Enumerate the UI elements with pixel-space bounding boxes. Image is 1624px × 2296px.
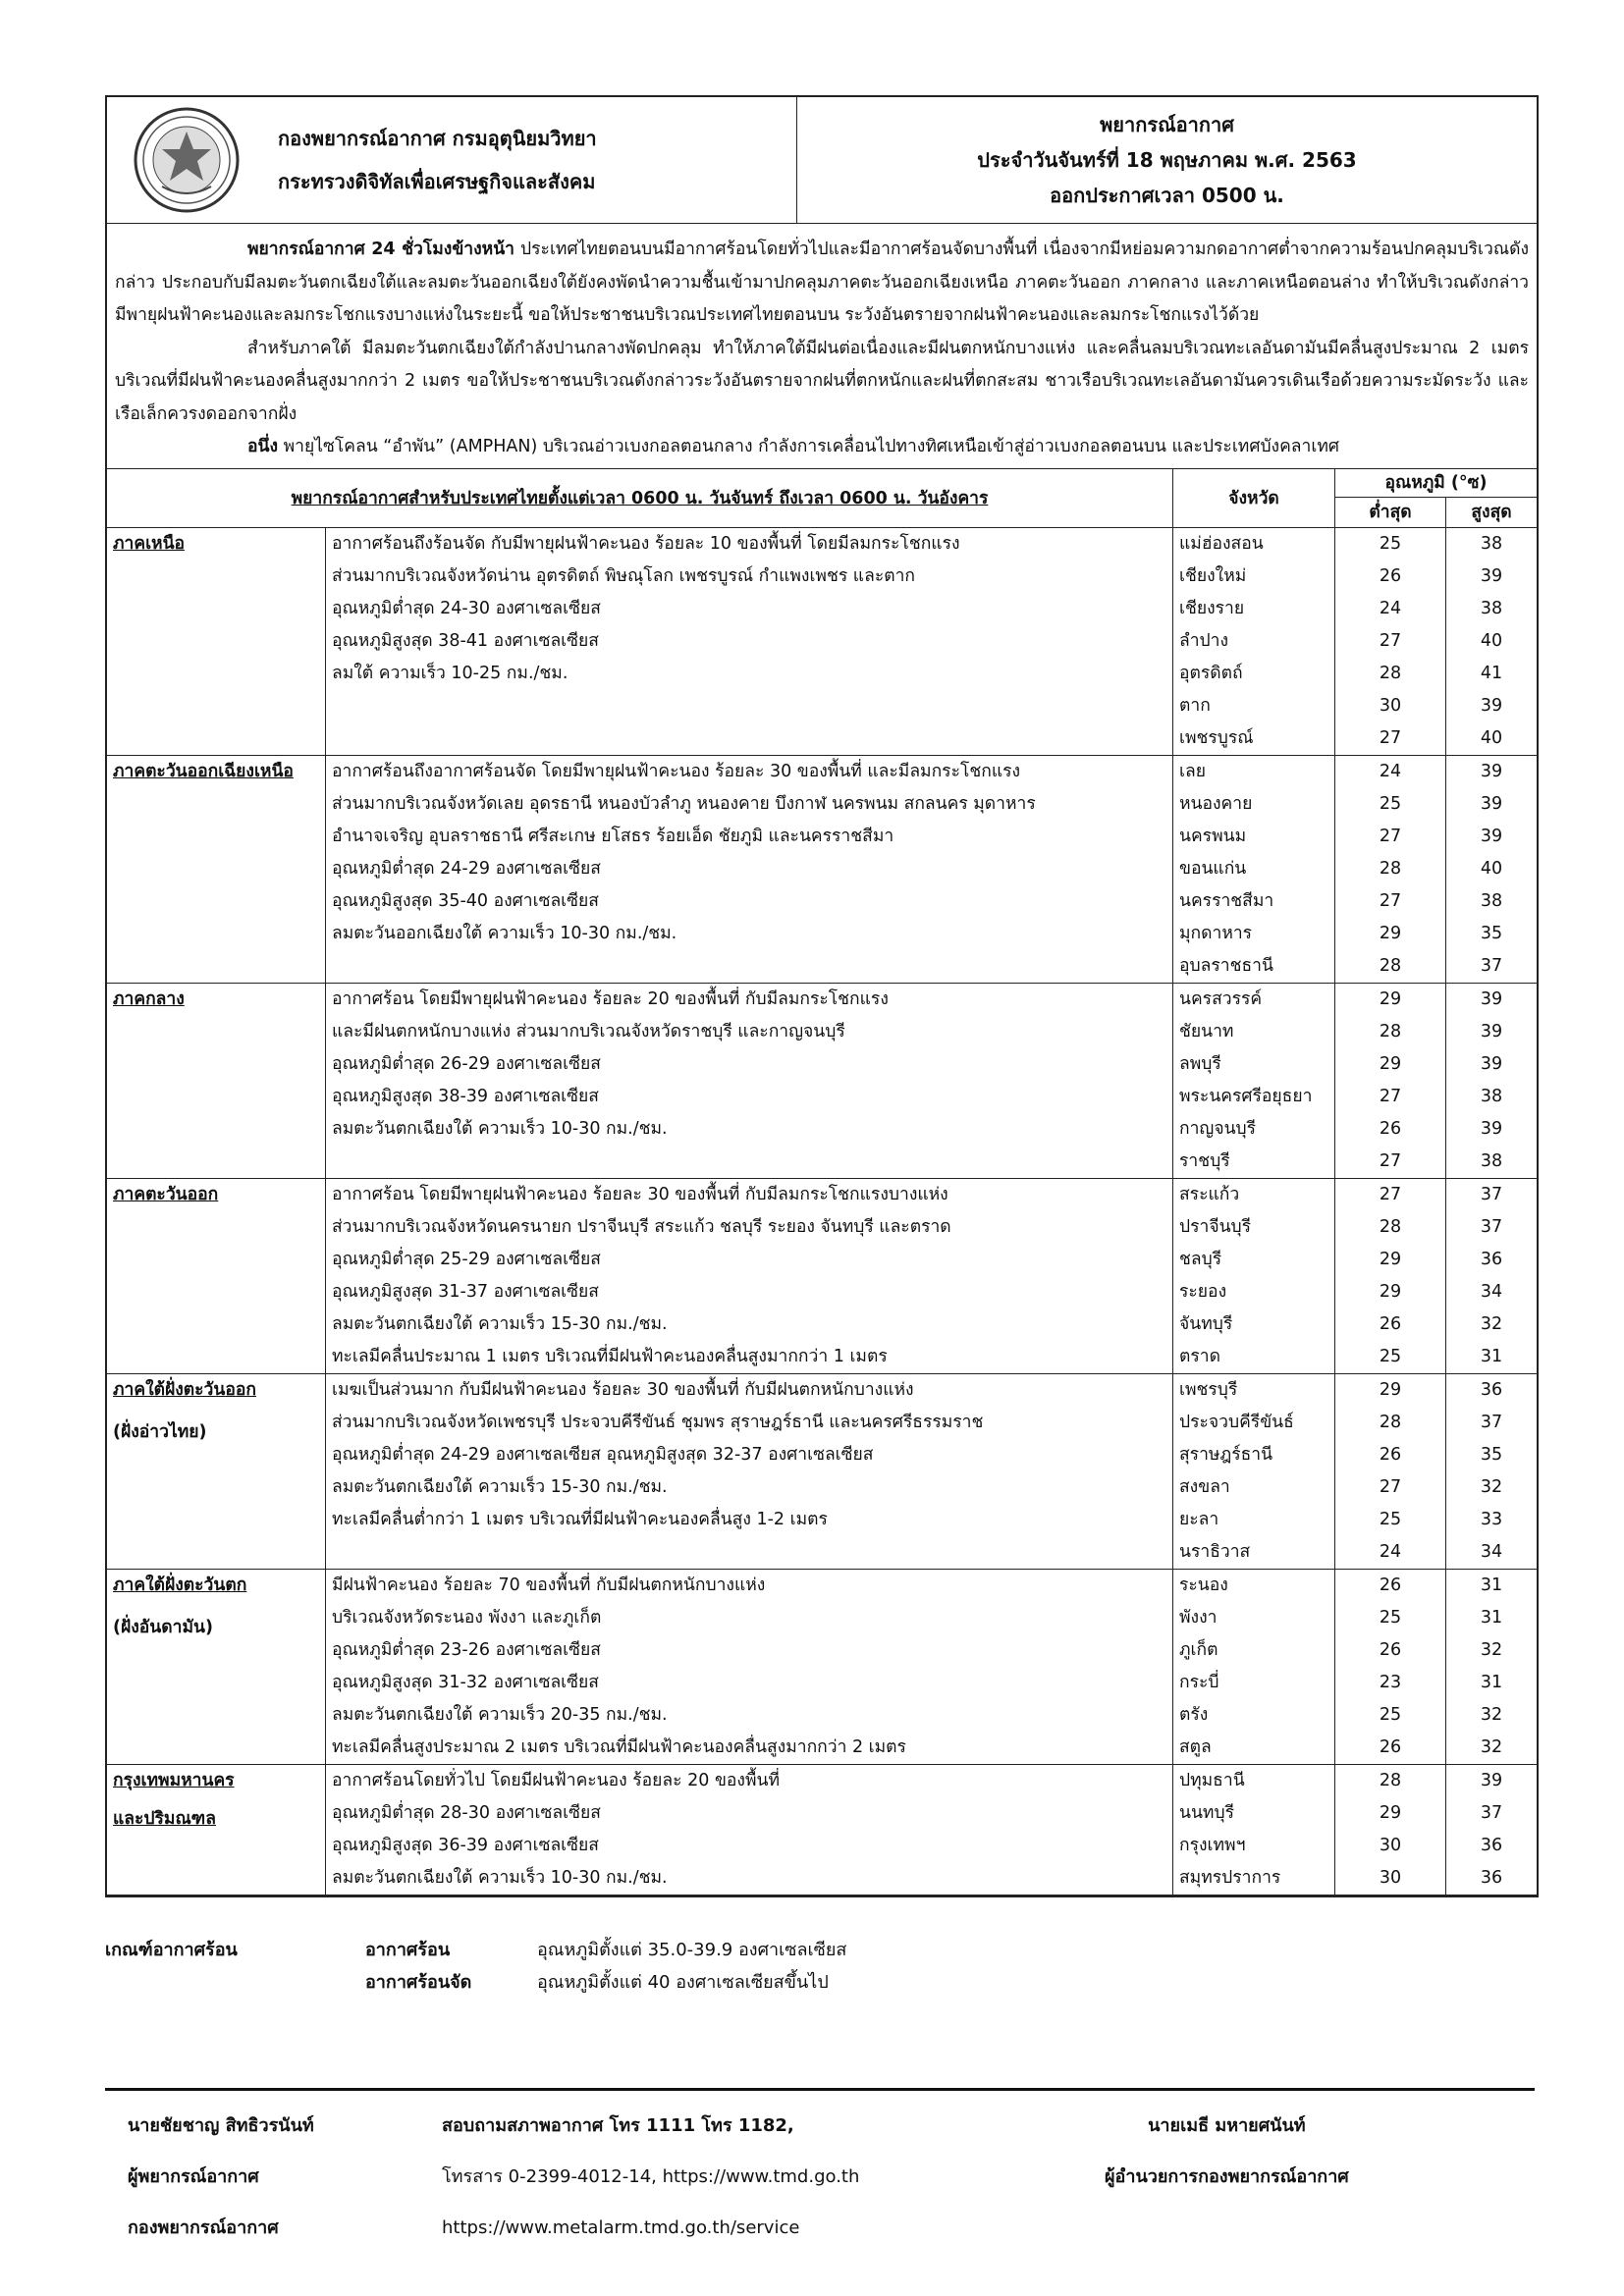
forecast-line: อุณหภูมิต่ำสุด 26-29 องศาเซลเซียส <box>332 1053 601 1074</box>
region-name: ภาคตะวันออก <box>113 1184 219 1204</box>
region-subname: และปริมณฑล <box>113 1808 216 1829</box>
min-temp-value: 25 <box>1379 1704 1402 1725</box>
table-title: พยากรณ์อากาศสำหรับประเทศไทยตั้งแต่เวลา 0600 น. วันจันทร์ ถึงเวลา 0600 น. วันอังคาร <box>107 468 1173 527</box>
forecast-line: ส่วนมากบริเวณจังหวัดเพชรบุรี ประจวบคีรีขันธ์ ชุมพร สุราษฎร์ธานี และนครศรีธรรมราช <box>332 1412 984 1432</box>
max-temp-value: 41 <box>1480 663 1503 683</box>
province-name: อุตรดิตถ์ <box>1179 663 1243 683</box>
province-list <box>1173 755 1335 983</box>
forecaster-title: ผู้พยากรณ์อากาศ <box>128 2166 259 2187</box>
min-temp-value: 23 <box>1379 1672 1402 1692</box>
max-temp-value: 39 <box>1480 826 1503 846</box>
forecast-line: มีฝนฟ้าคะนอง ร้อยละ 70 ของพื้นที่ กับมีฝนตกหนักบางแห่ง <box>332 1575 766 1595</box>
summary-text: ประเทศไทยตอนบนมีอากาศร้อนโดยทั่วไปและมีอากาศร้อนจัดบางพื้นที่ เนื่องจากมีหย่อมความกดอากาศต่ำจากความร้อนปกคลุมบริเวณดังกล่าว ประกอบกับมีลมตะวันตกเฉียงใต้และลมตะวันออกเฉียงใต้ยังคงพัดนำความชื้นเข้ามาปกคลุมภาคตะวันออกเฉียงเหนือ ภาคตะวันออก ภาคกลาง และภาคเหนือตอนล่าง ทำให้บริเวณดังกล่าวมีพายุฝนฟ้าคะนองและลมกระโชกแรงบางแห่งในระยะนี้ ขอให้ประชาชนบริเวณประเทศไทยตอนบน ระวังอันตรายจากฝนฟ้าคะนองและลมกระโชกแรงไว้ด้วย <box>115 240 1529 325</box>
min-temp-value: 27 <box>1379 1184 1402 1204</box>
forecast-line: อากาศร้อน โดยมีพายุฝนฟ้าคะนอง ร้อยละ 20 ของพื้นที่ กับมีลมกระโชกแรง <box>332 988 889 1009</box>
header <box>107 97 1537 224</box>
province-name: สงขลา <box>1179 1476 1230 1497</box>
min-temp-value: 27 <box>1379 1150 1402 1171</box>
max-temp-value: 40 <box>1480 630 1503 651</box>
region-row <box>107 1178 1537 1373</box>
region-description <box>326 1373 1173 1569</box>
forecaster-name: นายชัยชาญ สิทธิวรนันท์ <box>128 2115 314 2136</box>
temp-header: อุณหภูมิ (°ซ) <box>1335 468 1538 497</box>
director-name: นายเมธี มหายศนันท์ <box>1148 2115 1306 2136</box>
max-temp-list <box>1446 527 1538 755</box>
max-temp-value: 32 <box>1480 1476 1503 1497</box>
max-temp-value: 38 <box>1480 1150 1503 1171</box>
max-temp-value: 36 <box>1480 1379 1503 1400</box>
province-name: สมุทรปราการ <box>1179 1867 1281 1888</box>
province-name: ภูเก็ต <box>1179 1639 1218 1660</box>
province-header: จังหวัด <box>1173 468 1335 527</box>
province-name: ปทุมธานี <box>1179 1770 1245 1790</box>
province-name: เลย <box>1179 761 1206 781</box>
max-temp-value: 31 <box>1480 1346 1503 1366</box>
region-row <box>107 527 1537 755</box>
max-temp-value: 35 <box>1480 1444 1503 1465</box>
max-temp-value: 40 <box>1480 858 1503 879</box>
region-description <box>326 1178 1173 1373</box>
max-temp-value: 31 <box>1480 1672 1503 1692</box>
cyclone-lead: อนึ่ง <box>247 437 279 456</box>
contact-block <box>442 2101 859 2254</box>
region-name: กรุงเทพมหานคร <box>113 1770 235 1790</box>
max-temp-list <box>1446 755 1538 983</box>
org-line-1: กองพยากรณ์อากาศ กรมอุตุนิยมวิทยา <box>278 127 597 150</box>
min-temp-value: 26 <box>1379 1639 1402 1660</box>
min-temp-list <box>1335 1569 1446 1764</box>
min-temp-value: 26 <box>1379 1444 1402 1465</box>
region-description <box>326 527 1173 755</box>
contact-phone: สอบถามสภาพอากาศ โทร 1111 โทร 1182, <box>442 2115 794 2136</box>
forecast-line: อุณหภูมิต่ำสุด 24-29 องศาเซลเซียส อุณหภูมิสูงสุด 32-37 องศาเซลเซียส <box>332 1444 874 1465</box>
region-name-cell <box>107 1178 326 1373</box>
province-name: สระแก้ว <box>1179 1184 1240 1204</box>
province-name: ชัยนาท <box>1179 1021 1234 1041</box>
max-temp-value: 33 <box>1480 1509 1503 1529</box>
region-name: ภาคตะวันออกเฉียงเหนือ <box>113 761 294 781</box>
min-temp-value: 28 <box>1379 1770 1402 1790</box>
province-name: ประจวบคีรีขันธ์ <box>1179 1412 1294 1432</box>
forecast-line: ลมตะวันตกเฉียงใต้ ความเร็ว 10-30 กม./ชม. <box>332 1118 668 1139</box>
min-temp-list <box>1335 983 1446 1178</box>
province-name: ราชบุรี <box>1179 1150 1230 1171</box>
header-right <box>797 97 1537 223</box>
province-name: ขอนแก่น <box>1179 858 1247 879</box>
min-temp-value: 28 <box>1379 1216 1402 1237</box>
forecast-line: ลมตะวันตกเฉียงใต้ ความเร็ว 10-30 กม./ชม. <box>332 1867 668 1888</box>
province-name: แม่ฮ่องสอน <box>1179 533 1264 554</box>
province-name: เพชรบูรณ์ <box>1179 727 1254 748</box>
min-temp-list <box>1335 1373 1446 1569</box>
max-temp-value: 39 <box>1480 761 1503 781</box>
forecast-line: อุณหภูมิสูงสุด 31-32 องศาเซลเซียส <box>332 1672 599 1692</box>
max-temp-value: 39 <box>1480 1053 1503 1074</box>
province-name: ระนอง <box>1179 1575 1228 1595</box>
min-temp-value: 29 <box>1379 1379 1402 1400</box>
max-temp-value: 35 <box>1480 923 1503 943</box>
region-name-cell <box>107 1373 326 1569</box>
contact-service-link[interactable]: https://www.metalarm.tmd.go.th/service <box>442 2217 800 2238</box>
max-temp-list <box>1446 1178 1538 1373</box>
max-temp-list <box>1446 983 1538 1178</box>
forecast-line: ทะเลมีคลื่นสูงประมาณ 2 เมตร บริเวณที่มีฝนฟ้าคะนองคลื่นสูงมากกว่า 2 เมตร <box>332 1736 906 1757</box>
max-temp-list <box>1446 1569 1538 1764</box>
province-name: กรุงเทพฯ <box>1179 1835 1246 1855</box>
forecast-line: ทะเลมีคลื่นต่ำกว่า 1 เมตร บริเวณที่มีฝนฟ้าคะนองคลื่นสูง 1-2 เมตร <box>332 1509 828 1529</box>
forecaster-block <box>128 2101 314 2254</box>
max-temp-value: 32 <box>1480 1639 1503 1660</box>
forecast-line: อุณหภูมิสูงสุด 35-40 องศาเซลเซียส <box>332 890 599 911</box>
forecast-line: อำนาจเจริญ อุบลราชธานี ศรีสะเกษ ยโสธร ร้อยเอ็ด ชัยภูมิ และนครราชสีมา <box>332 826 894 846</box>
province-name: มุกดาหาร <box>1179 923 1253 943</box>
max-temp-value: 37 <box>1480 1412 1503 1432</box>
forecast-line: ลมใต้ ความเร็ว 10-25 กม./ชม. <box>332 663 568 683</box>
forecast-line: ทะเลมีคลื่นประมาณ 1 เมตร บริเวณที่มีฝนฟ้าคะนองคลื่นสูงมากกว่า 1 เมตร <box>332 1346 888 1366</box>
min-temp-value: 29 <box>1379 923 1402 943</box>
department-seal-icon <box>129 105 244 215</box>
region-row <box>107 755 1537 983</box>
min-temp-list <box>1335 527 1446 755</box>
province-name: ระยอง <box>1179 1281 1227 1302</box>
max-temp-value: 36 <box>1480 1867 1503 1888</box>
forecaster-dept: กองพยากรณ์อากาศ <box>128 2217 279 2238</box>
min-temp-value: 26 <box>1379 1313 1402 1334</box>
province-name: เชียงใหม่ <box>1179 565 1247 586</box>
min-temp-value: 28 <box>1379 1412 1402 1432</box>
province-list <box>1173 1373 1335 1569</box>
min-temp-value: 26 <box>1379 565 1402 586</box>
max-temp-header: สูงสุด <box>1446 497 1538 527</box>
province-name: ยะลา <box>1179 1509 1219 1529</box>
hot-label: อากาศร้อน <box>365 1940 451 1960</box>
province-name: ปราจีนบุรี <box>1179 1216 1252 1237</box>
region-description <box>326 983 1173 1178</box>
very-hot-text: อุณหภูมิตั้งแต่ 40 องศาเซลเซียสขึ้นไป <box>537 1972 829 1993</box>
province-name: สุราษฎร์ธานี <box>1179 1444 1273 1465</box>
summary-paragraph-3 <box>115 431 1529 464</box>
max-temp-value: 36 <box>1480 1835 1503 1855</box>
max-temp-value: 38 <box>1480 533 1503 554</box>
province-name: ลำปาง <box>1179 630 1229 651</box>
min-temp-value: 29 <box>1379 1053 1402 1074</box>
summary-lead: พยากรณ์อากาศ 24 ชั่วโมงข้างหน้า <box>247 240 515 259</box>
province-name: ชลบุรี <box>1179 1249 1222 1269</box>
forecast-line: อุณหภูมิสูงสุด 38-41 องศาเซลเซียส <box>332 630 599 651</box>
province-name: พระนครศรีอยุธยา <box>1179 1086 1313 1106</box>
max-temp-value: 39 <box>1480 1770 1503 1790</box>
region-name: ภาคเหนือ <box>113 533 186 554</box>
organization <box>278 117 597 203</box>
min-temp-value: 27 <box>1379 1476 1402 1497</box>
hot-text: อุณหภูมิตั้งแต่ 35.0-39.9 องศาเซลเซียส <box>537 1940 847 1960</box>
max-temp-value: 39 <box>1480 565 1503 586</box>
region-subname: (ฝั่งอ่าวไทย) <box>113 1421 207 1442</box>
min-temp-value: 27 <box>1379 890 1402 911</box>
min-temp-value: 25 <box>1379 533 1402 554</box>
director-block <box>1105 2101 1349 2203</box>
forecast-line: และมีฝนตกหนักบางแห่ง ส่วนมากบริเวณจังหวัดราชบุรี และกาญจนบุรี <box>332 1021 845 1041</box>
province-name: นครพนม <box>1179 826 1247 846</box>
max-temp-value: 36 <box>1480 1249 1503 1269</box>
province-name: สตูล <box>1179 1736 1212 1757</box>
director-title: ผู้อำนวยการกองพยากรณ์อากาศ <box>1105 2166 1349 2187</box>
max-temp-value: 40 <box>1480 727 1503 748</box>
forecast-document <box>105 95 1539 1897</box>
region-row <box>107 1373 1537 1569</box>
summary-paragraph-1 <box>115 234 1529 333</box>
province-name: จันทบุรี <box>1179 1313 1233 1334</box>
min-temp-value: 27 <box>1379 630 1402 651</box>
min-temp-value: 25 <box>1379 1607 1402 1628</box>
forecast-title: พยากรณ์อากาศ <box>1100 113 1234 136</box>
cyclone-text: พายุไซโคลน “อำพัน” (AMPHAN) บริเวณอ่าวเบงกอลตอนกลาง กำลังการเคลื่อนไปทางทิศเหนือเข้าสู่อ่าวเบงกอลตอนบน และประเทศบังคลาเทศ <box>278 437 1339 456</box>
criteria-very-hot <box>365 1966 829 1999</box>
region-description <box>326 755 1173 983</box>
min-temp-list <box>1335 1764 1446 1895</box>
max-temp-value: 37 <box>1480 1216 1503 1237</box>
forecast-line: ลมตะวันตกเฉียงใต้ ความเร็ว 15-30 กม./ชม. <box>332 1313 668 1334</box>
province-list <box>1173 527 1335 755</box>
max-temp-value: 39 <box>1480 695 1503 716</box>
forecast-line: เมฆเป็นส่วนมาก กับมีฝนฟ้าคะนอง ร้อยละ 30 ของพื้นที่ กับมีฝนตกหนักบางแห่ง <box>332 1379 914 1400</box>
min-temp-value: 28 <box>1379 1021 1402 1041</box>
criteria-label: เกณฑ์อากาศร้อน <box>105 1940 238 1960</box>
region-row <box>107 983 1537 1178</box>
region-body <box>107 527 1537 1895</box>
max-temp-value: 37 <box>1480 1184 1503 1204</box>
min-temp-value: 30 <box>1379 1835 1402 1855</box>
max-temp-value: 31 <box>1480 1575 1503 1595</box>
province-name: นครราชสีมา <box>1179 890 1274 911</box>
min-temp-value: 30 <box>1379 695 1402 716</box>
forecast-line: ส่วนมากบริเวณจังหวัดนครนายก ปราจีนบุรี สระแก้ว ชลบุรี ระยอง จันทบุรี และตราด <box>332 1216 951 1237</box>
min-temp-value: 29 <box>1379 1249 1402 1269</box>
region-subname: (ฝั่งอันดามัน) <box>113 1617 213 1637</box>
region-name-cell <box>107 983 326 1178</box>
min-temp-value: 24 <box>1379 761 1402 781</box>
region-description <box>326 1764 1173 1895</box>
forecast-line: ส่วนมากบริเวณจังหวัดเลย อุดรธานี หนองบัวลำภู หนองคาย บึงกาฬ นครพนม สกลนคร มุดาหาร <box>332 793 1036 814</box>
min-temp-value: 30 <box>1379 1867 1402 1888</box>
region-description <box>326 1569 1173 1764</box>
max-temp-list <box>1446 1764 1538 1895</box>
forecast-line: บริเวณจังหวัดระนอง พังงา และภูเก็ต <box>332 1607 602 1628</box>
max-temp-value: 34 <box>1480 1541 1503 1562</box>
max-temp-value: 38 <box>1480 1086 1503 1106</box>
province-name: เชียงราย <box>1179 598 1245 618</box>
max-temp-value: 32 <box>1480 1704 1503 1725</box>
max-temp-value: 39 <box>1480 1021 1503 1041</box>
forecast-line: อุณหภูมิสูงสุด 36-39 องศาเซลเซียส <box>332 1835 599 1855</box>
min-temp-value: 28 <box>1379 858 1402 879</box>
min-temp-value: 29 <box>1379 1281 1402 1302</box>
province-list <box>1173 1569 1335 1764</box>
forecast-line: อุณหภูมิต่ำสุด 24-29 องศาเซลเซียส <box>332 858 601 879</box>
max-temp-value: 38 <box>1480 890 1503 911</box>
min-temp-value: 24 <box>1379 1541 1402 1562</box>
min-temp-value: 25 <box>1379 1346 1402 1366</box>
region-name-cell <box>107 755 326 983</box>
min-temp-value: 25 <box>1379 1509 1402 1529</box>
min-temp-value: 29 <box>1379 988 1402 1009</box>
region-name: ภาคใต้ฝั่งตะวันตก <box>113 1575 247 1595</box>
very-hot-label: อากาศร้อนจัด <box>365 1972 472 1993</box>
forecast-line: ส่วนมากบริเวณจังหวัดน่าน อุตรดิตถ์ พิษณุโลก เพชรบูรณ์ กำแพงเพชร และตาก <box>332 565 916 586</box>
forecast-line: อุณหภูมิต่ำสุด 25-29 องศาเซลเซียส <box>332 1249 601 1269</box>
min-temp-value: 28 <box>1379 663 1402 683</box>
min-temp-value: 27 <box>1379 727 1402 748</box>
forecast-line: อุณหภูมิต่ำสุด 24-30 องศาเซลเซียส <box>332 598 601 618</box>
min-temp-value: 26 <box>1379 1575 1402 1595</box>
min-temp-value: 26 <box>1379 1736 1402 1757</box>
min-temp-list <box>1335 1178 1446 1373</box>
forecast-line: อุณหภูมิต่ำสุด 28-30 องศาเซลเซียส <box>332 1802 601 1823</box>
region-name: ภาคกลาง <box>113 988 185 1009</box>
forecast-line: อุณหภูมิสูงสุด 38-39 องศาเซลเซียส <box>332 1086 599 1106</box>
max-temp-value: 32 <box>1480 1313 1503 1334</box>
org-line-2: กระทรวงดิจิทัลเพื่อเศรษฐกิจและสังคม <box>278 170 596 193</box>
region-name: ภาคใต้ฝั่งตะวันออก <box>113 1379 256 1400</box>
min-temp-value: 29 <box>1379 1802 1402 1823</box>
min-temp-value: 28 <box>1379 955 1402 976</box>
min-temp-value: 27 <box>1379 1086 1402 1106</box>
regional-forecast-table <box>107 468 1537 1896</box>
province-name: หนองคาย <box>1179 793 1253 814</box>
max-temp-value: 31 <box>1480 1607 1503 1628</box>
province-name: นนทบุรี <box>1179 1802 1234 1823</box>
header-left <box>107 97 797 223</box>
province-name: นราธิวาส <box>1179 1541 1251 1562</box>
region-name-cell <box>107 1569 326 1764</box>
forecast-line: อากาศร้อนถึงอากาศร้อนจัด โดยมีพายุฝนฟ้าคะนอง ร้อยละ 30 ของพื้นที่ และมีลมกระโชกแรง <box>332 761 1021 781</box>
province-name: พังงา <box>1179 1607 1218 1628</box>
forecast-line: ลมตะวันตกเฉียงใต้ ความเร็ว 15-30 กม./ชม. <box>332 1476 668 1497</box>
forecast-line: อากาศร้อนโดยทั่วไป โดยมีฝนฟ้าคะนอง ร้อยละ 20 ของพื้นที่ <box>332 1770 780 1790</box>
province-name: ตราด <box>1179 1346 1220 1366</box>
max-temp-value: 39 <box>1480 1118 1503 1139</box>
province-name: อุบลราชธานี <box>1179 955 1273 976</box>
max-temp-value: 32 <box>1480 1736 1503 1757</box>
max-temp-value: 37 <box>1480 955 1503 976</box>
max-temp-value: 39 <box>1480 988 1503 1009</box>
province-list <box>1173 983 1335 1178</box>
forecast-line: อุณหภูมิสูงสุด 31-37 องศาเซลเซียส <box>332 1281 599 1302</box>
province-list <box>1173 1764 1335 1895</box>
province-name: กระบี่ <box>1179 1672 1219 1692</box>
forecast-line: อากาศร้อนถึงร้อนจัด กับมีพายุฝนฟ้าคะนอง ร้อยละ 10 ของพื้นที่ โดยมีลมกระโชกแรง <box>332 533 960 554</box>
province-name: เพชรบุรี <box>1179 1379 1238 1400</box>
footer-divider <box>105 2088 1535 2091</box>
forecast-line: ลมตะวันตกเฉียงใต้ ความเร็ว 20-35 กม./ชม. <box>332 1704 668 1725</box>
criteria-hot <box>365 1934 846 1966</box>
forecast-summary <box>107 224 1537 468</box>
region-row <box>107 1764 1537 1895</box>
max-temp-value: 39 <box>1480 793 1503 814</box>
issued-time: ออกประกาศเวลา 0500 น. <box>1050 184 1284 207</box>
max-temp-value: 34 <box>1480 1281 1503 1302</box>
contact-fax[interactable]: โทรสาร 0-2399-4012-14, https://www.tmd.go.th <box>442 2166 860 2187</box>
max-temp-value: 38 <box>1480 598 1503 618</box>
province-name: ตรัง <box>1179 1704 1209 1725</box>
min-temp-value: 27 <box>1379 826 1402 846</box>
forecast-line: อุณหภูมิต่ำสุด 23-26 องศาเซลเซียส <box>332 1639 601 1660</box>
province-name: ลพบุรี <box>1179 1053 1221 1074</box>
region-name-cell <box>107 527 326 755</box>
max-temp-value: 37 <box>1480 1802 1503 1823</box>
max-temp-list <box>1446 1373 1538 1569</box>
forecast-date: ประจำวันจันทร์ที่ 18 พฤษภาคม พ.ศ. 2563 <box>977 148 1357 172</box>
province-name: ตาก <box>1179 695 1211 716</box>
region-row <box>107 1569 1537 1764</box>
province-name: กาญจนบุรี <box>1179 1118 1257 1139</box>
table-header-row-1 <box>107 468 1537 497</box>
min-temp-value: 24 <box>1379 598 1402 618</box>
province-list <box>1173 1178 1335 1373</box>
region-name-cell <box>107 1764 326 1895</box>
min-temp-value: 26 <box>1379 1118 1402 1139</box>
forecast-line: ลมตะวันออกเฉียงใต้ ความเร็ว 10-30 กม./ชม. <box>332 923 677 943</box>
forecast-line: อากาศร้อน โดยมีพายุฝนฟ้าคะนอง ร้อยละ 30 ของพื้นที่ กับมีลมกระโชกแรงบางแห่ง <box>332 1184 948 1204</box>
province-name: นครสวรรค์ <box>1179 988 1263 1009</box>
summary-paragraph-2: สำหรับภาคใต้ มีลมตะวันตกเฉียงใต้กำลังปานกลางพัดปกคลุม ทำให้ภาคใต้มีฝนต่อเนื่องและมีฝนตกหนักบางแห่ง และคลื่นลมบริเวณทะเลอันดามันมีคลื่นสูงประมาณ 2 เมตร บริเวณที่มีฝนฟ้าคะนองคลื่นสูงมากกว่า 2 เมตร ขอให้ประชาชนบริเวณดังกล่าวระวังอันตรายจากฝนที่ตกหนักและฝนที่ตกสะสม ชาวเรือบริเวณทะเลอันดามันควรเดินเรือด้วยความระมัดระวัง และเรือเล็กควรงดออกจากฝั่ง <box>115 338 1529 424</box>
min-temp-header: ต่ำสุด <box>1335 497 1446 527</box>
min-temp-value: 25 <box>1379 793 1402 814</box>
min-temp-list <box>1335 755 1446 983</box>
